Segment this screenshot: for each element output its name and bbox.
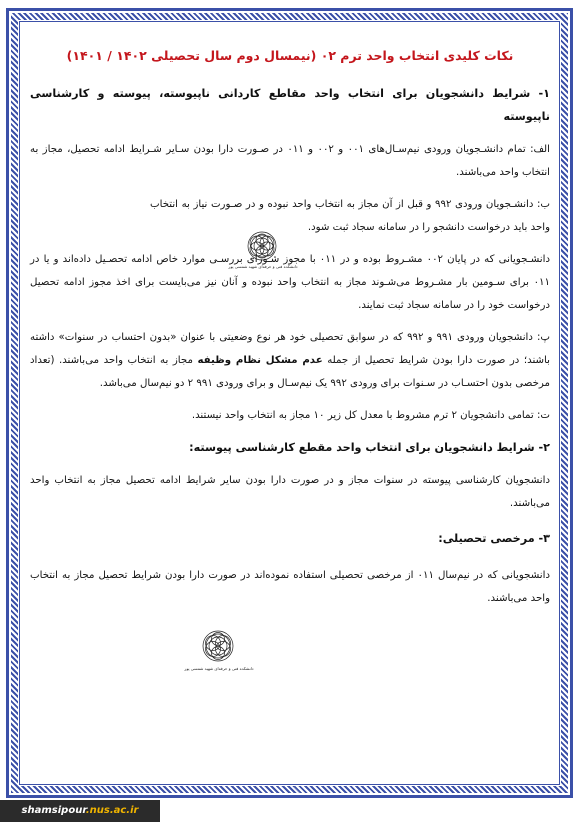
- section-1-pe-a: پ: دانشجویان ورودی ۹۹۱ و ۹۹۲ که در سوابق تحصیلی خود هر نوع وضعیتی با عنوان «بدون احتساب در سنوات» داشته باشند؛ در صورت دارا بودن شرایط تحصیل از جمله: [30, 332, 550, 366]
- logo-caption-1: دانشکده فنی و حرفه‌ای شهید شمسی پور: [228, 264, 298, 269]
- logo-caption-2: دانشکده فنی و حرفه‌ای شهید شمسی پور: [184, 666, 254, 671]
- section-1-be-extra: دانشـجویانی که در پایان ۰۰۲ مشـروط بوده و در ۰۱۱ با مجوز شـورای بررسـی موارد خاص ادامه تحصـیل داده‌اند و یا در ۰۱۱ برای سـومین بار مشـروط می‌شـوند مجاز به انتخاب واحد نبوده و آنان نیز می‌بایست برای اخذ مجوز ادامه تحصیل درخواست خود را در سامانه سجاد ثبت نمایند.: [30, 254, 550, 311]
- section-1-pe: [30, 326, 550, 395]
- section-3-body: دانشجویانی که در نیم‌سال ۰۱۱ از مرخصی تحصیلی استفاده نموده‌اند در صورت دارا بودن شرایط تحصیل مجاز به انتخاب واحد می‌باشند.: [30, 570, 550, 604]
- section-1-pe-b: مجاز به انتخاب واحد می‌باشند. (تعداد مرخصی بدون احتسـاب در سـنوات برای ورودی ۹۹۲ یک نیم‌سـال و برای ورودی ۹۹۱ ۲ دو نیم‌سال می‌باشد.: [30, 355, 550, 389]
- page-title: نکات کلیدی انتخاب واحد ترم ۰۲ (نیمسال دوم سال تحصیلی ۱۴۰۲ / ۱۴۰۱): [66, 48, 514, 63]
- section-3-heading: ۳- مرخصی تحصیلی:: [438, 532, 550, 545]
- section-1-be: ب: دانشـجویان ورودی ۹۹۲ و قبل از آن مجاز به انتخاب واحد نبوده و در صـورت نیاز به انتخاب واحد باید درخواست دانشجو را در سامانه سجاد ثبت شود.: [150, 199, 551, 233]
- university-logo-2: [184, 624, 254, 678]
- section-2-body: دانشجویان کارشناسی پیوسته در سنوات مجاز و در صورت دارا بودن سایر شرایط ادامه تحصیل مجاز به انتخاب واحد می‌باشند.: [30, 475, 550, 509]
- footer-domain-suffix: .nus.ac.ir: [85, 805, 139, 816]
- university-logo-1: [228, 226, 298, 276]
- section-1-heading: ۱- شرایط دانشجویان برای انتخاب واحد مقاطع کاردانی ناپیوسته، پیوسته و کارشناسی ناپیوسته: [30, 87, 550, 123]
- document-body: [30, 44, 550, 619]
- section-1-te: ت: تمامی دانشجویان ۲ ترم مشروط با معدل کل زیر ۱۰ مجاز به انتخاب واحد نیستند.: [191, 410, 550, 421]
- section-1-pe-bold: عدم مشکل نظام وظیفه: [197, 355, 323, 366]
- section-2-heading: ۲- شرایط دانشجویان برای انتخاب واحد مقطع کارشناسی پیوسته:: [189, 441, 550, 454]
- site-footer-badge: [0, 800, 160, 822]
- footer-domain-prefix: shamsipour: [21, 805, 86, 816]
- section-1-alef: الف: تمام دانشـجویان ورودی نیم‌سـال‌های ۰۰۱ و ۰۰۲ و ۰۱۱ در صـورت دارا بودن سـایر شـرایط ادامه تحصیل، مجاز به انتخاب واحد می‌باشند.: [30, 144, 550, 178]
